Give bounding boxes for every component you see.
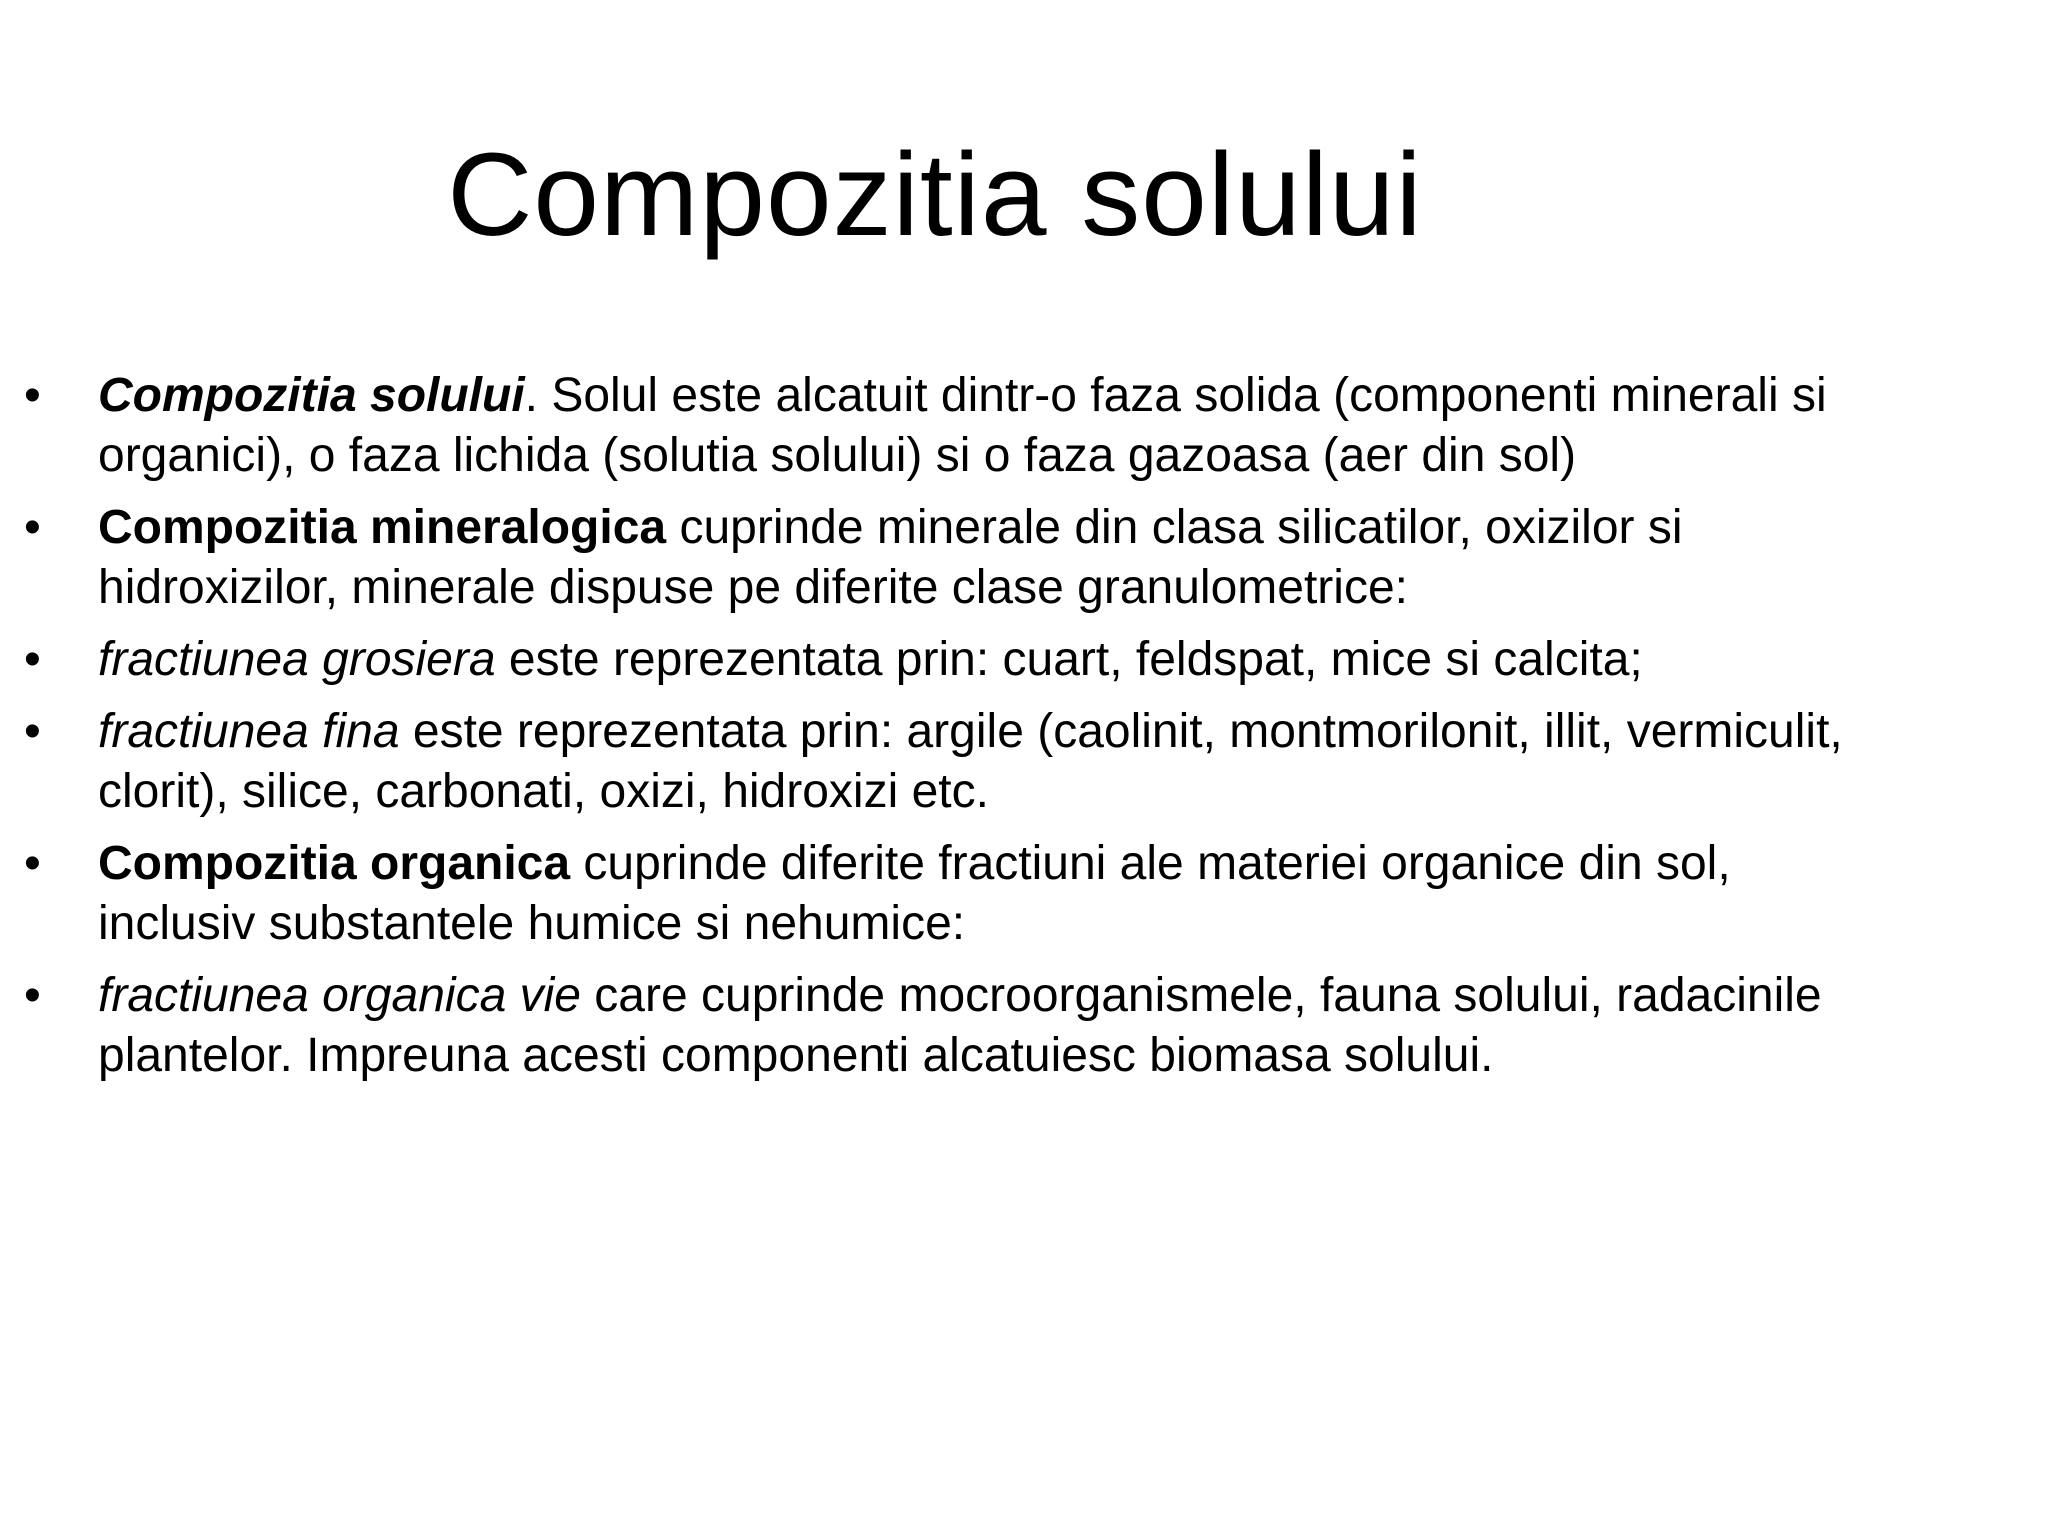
bullet-icon: • [24, 369, 41, 422]
bullet-text: . Solul este alcatuit dintr-o faza solida (componenti minerali si organici), o faza lichida (solutia solului) si o faza gazoasa (aer din sol) [98, 369, 1827, 482]
bullet-text: este reprezentata prin: cuart, feldspat, mice si calcita; [495, 633, 1643, 686]
bullet-lead: fractiunea fina [98, 705, 400, 758]
bullet-item [0, 366, 1900, 486]
bullet-item [0, 834, 1900, 954]
bullet-list [0, 366, 1900, 1098]
bullet-lead: fractiunea organica vie [98, 969, 581, 1022]
bullet-lead: Compozitia mineralogica [98, 501, 667, 554]
bullet-icon: • [24, 705, 41, 758]
bullet-lead: Compozitia organica [98, 837, 571, 890]
bullet-text: este reprezentata prin: argile (caolinit, montmorilonit, illit, vermiculit, clorit), silice, carbonati, oxizi, hidroxizi etc. [98, 705, 1843, 818]
bullet-lead: Compozitia solului [98, 369, 525, 422]
bullet-text: cuprinde diferite fractiuni ale materiei organice din sol, inclusiv substantele humice si nehumice: [98, 837, 1731, 950]
bullet-item [0, 630, 1900, 690]
bullet-item [0, 966, 1900, 1086]
slide-title: Compozitia solului [447, 129, 1423, 261]
bullet-text: care cuprinde mocroorganismele, fauna solului, radacinile plantelor. Impreuna acesti componenti alcatuiesc biomasa solului. [98, 969, 1822, 1082]
bullet-icon: • [24, 501, 41, 554]
bullet-icon: • [24, 969, 41, 1022]
bullet-text: cuprinde minerale din clasa silicatilor, oxizilor si hidroxizilor, minerale dispuse pe diferite clase granulometrice: [98, 501, 1683, 614]
bullet-icon: • [24, 633, 41, 686]
bullet-item [0, 702, 1900, 822]
bullet-lead: fractiunea grosiera [98, 633, 496, 686]
bullet-icon: • [24, 837, 41, 890]
bullet-item [0, 498, 1900, 618]
